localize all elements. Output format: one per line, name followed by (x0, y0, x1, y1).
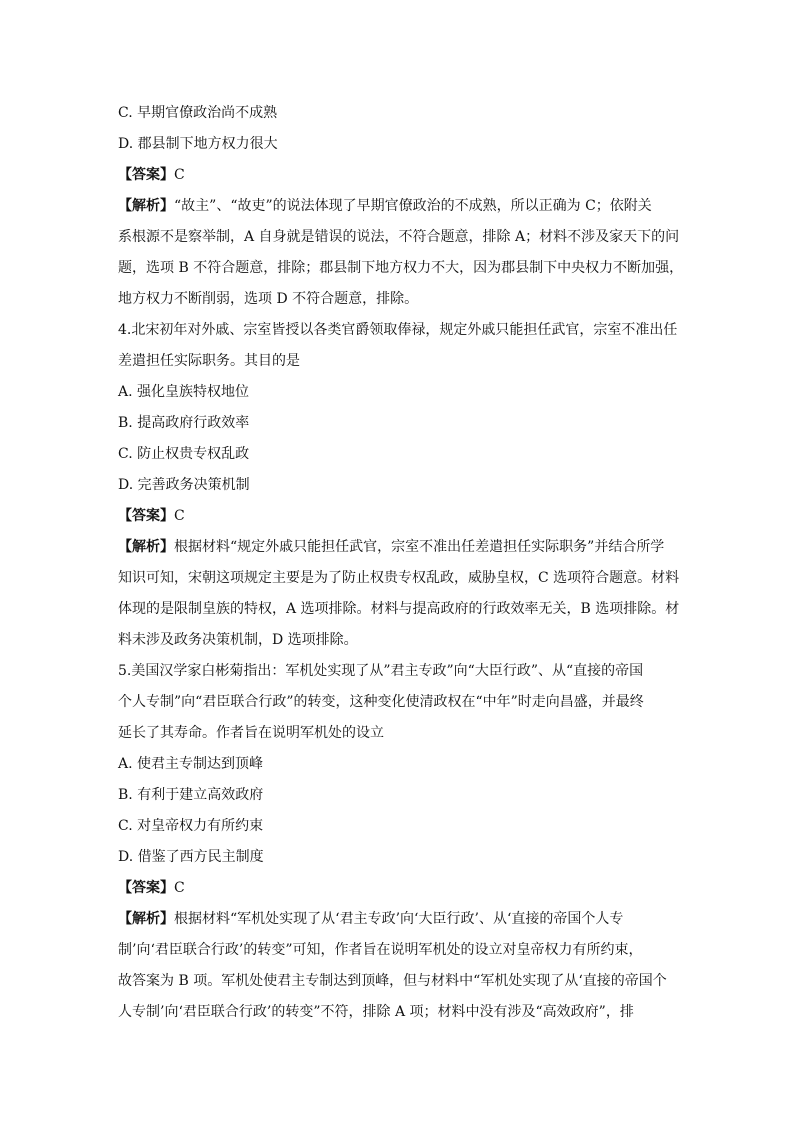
q3-explanation (118, 191, 684, 315)
q4-option-a: A. 强化皇族特权地位 (118, 384, 250, 400)
explanation-line: 料未涉及政务决策机制，D 选项排除。 (118, 632, 358, 648)
q4-explanation (118, 532, 678, 656)
explanation-line: 知识可知，宋朝这项规定主要是为了防止权贵专权乱政，威胁皇权，C 选项符合题意。材料 (118, 570, 680, 586)
q3-option-c: C. 早期官僚政治尚不成熟 (118, 105, 278, 121)
q3-option-d: D. 郡县制下地方权力很大 (118, 136, 278, 152)
q5-stem (118, 656, 678, 749)
answer-value: C (174, 167, 185, 183)
answer-tag: 【答案】 (118, 508, 174, 524)
explanation-line (118, 191, 678, 222)
q4-stem (118, 315, 678, 377)
q5-option-c: C. 对皇帝权力有所约束 (118, 818, 264, 834)
explanation-tag: 【解析】 (118, 198, 174, 214)
q5-option-b: B. 有利于建立高效政府 (118, 787, 264, 803)
explanation-line: 故答案为 B 项。军机处使君主专制达到顶峰，但与材料中“军机处实现了从‘直接的帝国个 (118, 973, 667, 989)
q4-answer (118, 501, 678, 532)
q5-answer (118, 873, 678, 904)
question-stem-line: 4.北宋初年对外戚、宗室皆授以各类官爵领取俸禄，规定外戚只能担任武官，宗室不准出任 (118, 322, 678, 338)
explanation-line (118, 904, 678, 935)
question-stem-line: 个人专制”向“君臣联合行政”的转变，这种变化使清政权在“中年”时走向昌盛，并最终 (118, 694, 644, 710)
q4-option-b: B. 提高政府行政效率 (118, 415, 250, 431)
explanation-tag: 【解析】 (118, 539, 174, 555)
q5-option-a: A. 使君主专制达到顶峰 (118, 756, 264, 772)
answer-tag: 【答案】 (118, 167, 174, 183)
answer-value: C (174, 880, 185, 896)
explanation-line: 系根源不是察举制，A 自身就是错误的说法，不符合题意，排除 A；材料不涉及家天下的问 (118, 229, 680, 245)
explanation-text: 根据材料“规定外戚只能担任武官，宗室不准出任差遣担任实际职务”并结合所学 (174, 539, 665, 555)
q4-option-c: C. 防止权贵专权乱政 (118, 446, 250, 462)
explanation-line: 地方权力不断削弱，选项 D 不符合题意，排除。 (118, 291, 419, 307)
document-page (118, 98, 684, 1028)
q3-answer (118, 160, 678, 191)
q5-option-d: D. 借鉴了西方民主制度 (118, 849, 264, 865)
explanation-text: “故主”、“故吏”的说法体现了早期官僚政治的不成熟，所以正确为 C；依附关 (174, 198, 652, 214)
q4-option-d: D. 完善政务决策机制 (118, 477, 250, 493)
explanation-line: 制’向‘君臣联合行政’的转变”可知，作者旨在说明军机处的设立对皇帝权力有所约束， (118, 942, 643, 958)
answer-value: C (174, 508, 185, 524)
explanation-line: 题，选项 B 不符合题意，排除；郡县制下地方权力不大，因为郡县制下中央权力不断加强， (118, 260, 684, 276)
q5-explanation (118, 904, 678, 1028)
question-stem-line: 5.美国汉学家白彬菊指出：军机处实现了从”君主专政”向“大臣行政”、从“直接的帝国 (118, 663, 644, 679)
explanation-tag: 【解析】 (118, 911, 174, 927)
question-stem-line: 差遣担任实际职务。其目的是 (118, 353, 300, 369)
explanation-line: 体现的是限制皇族的特权，A 选项排除。材料与提高政府的行政效率无关，B 选项排除。材 (118, 601, 680, 617)
explanation-line: 人专制’向‘君臣联合行政’的转变”不符，排除 A 项；材料中没有涉及“高效政府”，排 (118, 1004, 634, 1020)
answer-tag: 【答案】 (118, 880, 174, 896)
question-stem-line: 延长了其寿命。作者旨在说明军机处的设立 (118, 725, 384, 741)
explanation-text: 根据材料“军机处实现了从‘君主专政’向‘大臣行政’、从‘直接的帝国个人专 (174, 911, 624, 927)
explanation-line (118, 532, 678, 563)
